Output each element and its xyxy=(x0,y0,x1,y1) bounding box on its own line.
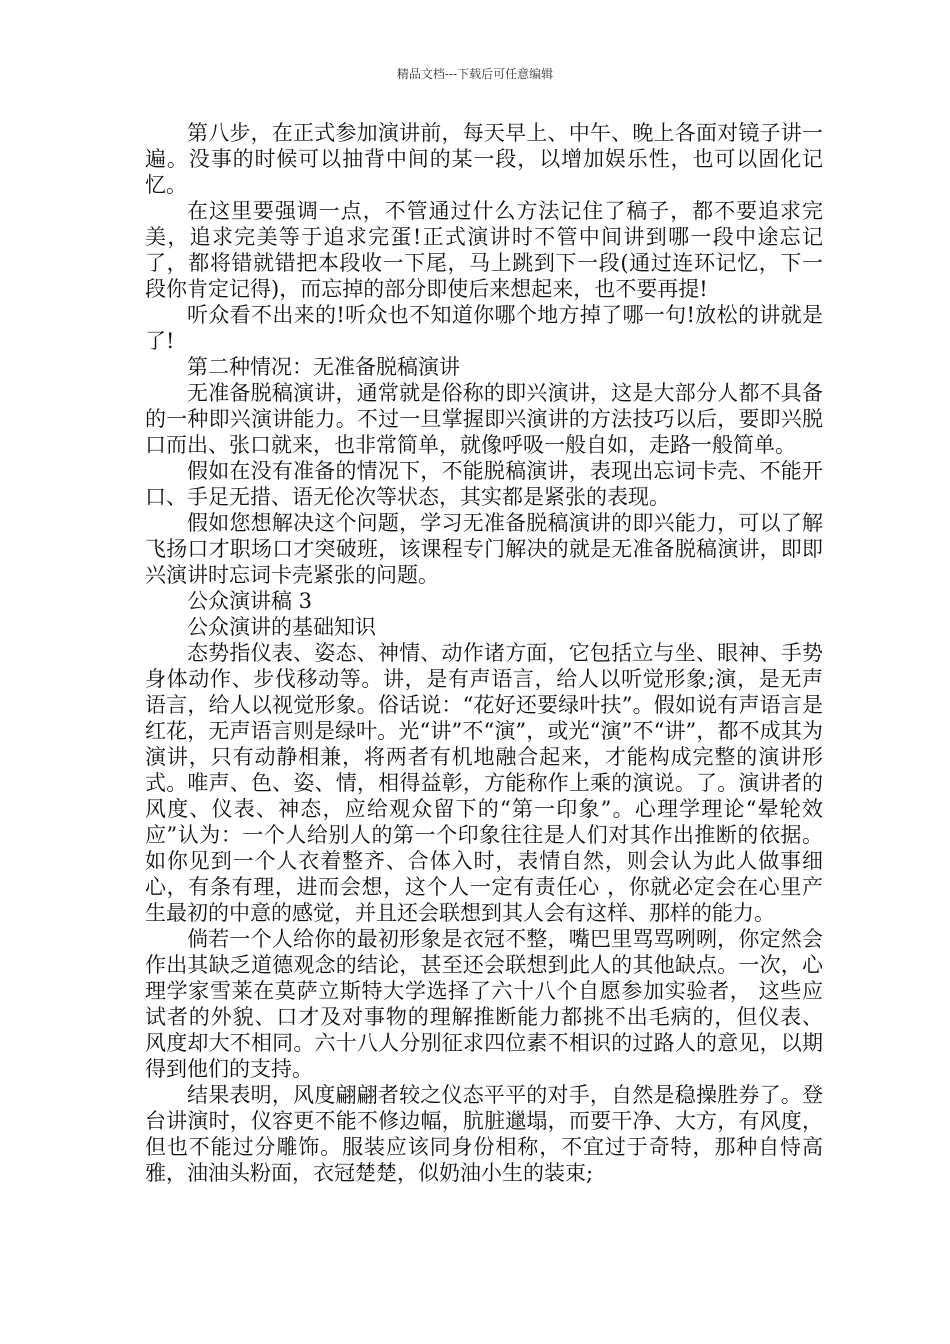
paragraph-nervous: 假如在没有准备的情况下，不能脱稿演讲，表现出忘词卡壳、不能开口、手足无措、语无伦次等状态，其实都是紧张的表现。 xyxy=(145,459,823,509)
section-heading-speech-3: 公众演讲稿 3 xyxy=(187,589,313,613)
section-heading-second-case: 第二种情况：无准备脱稿演讲 xyxy=(187,355,460,379)
paragraph-first-impression: 倘若一个人给你的最初形象是衣冠不整，嘴巴里骂骂咧咧，你定然会作出其缺乏道德观念的结论，甚至还会联想到此人的其他缺点。一次，心理学家雪莱在莫萨立斯特大学选择了六十八个自愿参加实验者， 这些应试者的外貌、口才及对事物的理解推断能力都挑不出毛病的，但仪表、 风度却大不相同。六十八人分别征求四位素不相识的过路人的意见，以期得到他们的支持。 xyxy=(145,927,823,1081)
section-heading-basics: 公众演讲的基础知识 xyxy=(187,615,376,639)
page-header: 精品文档---下载后可任意编辑 xyxy=(396,67,554,81)
paragraph-step-eight: 第八步，在正式参加演讲前，每天早上、中午、晚上各面对镜子讲一遍。没事的时候可以抽背中间的某一段，以增加娱乐性，也可以固化记忆。 xyxy=(145,121,823,197)
paragraph-impromptu-intro: 无准备脱稿演讲，通常就是俗称的即兴演讲，这是大部分人都不具备的一种即兴演讲能力。不过一旦掌握即兴演讲的方法技巧以后，要即兴脱口而出、张口就来，也非常简单，就像呼吸一般自如，走路一般简单。 xyxy=(145,381,823,457)
document-body xyxy=(145,120,823,1186)
paragraph-posture: 态势指仪表、姿态、神情、动作诸方面，它包括立与坐、眼神、手势身体动作、步伐移动等。讲，是有声语言，给人以听觉形象;演，是无声语言，给人以视觉形象。俗话说：“花好还要绿叶扶”。假如说有声语言是红花，无声语言则是绿叶。光“讲”不“演”，或光“演”不“讲”，都不成其为演讲，只有动静相兼，将两者有机地融合起来，才能构成完整的演讲形式。唯声、色、姿、情，相得益彰，方能称作上乘的演说。了。演讲者的风度、仪表、神态，应给观众留下的“第一印象”。心理学理论“晕轮效应”认为：一个人给别人的第一个印象往往是人们对其作出推断的依据。如你见到一个人衣着整齐、合体入时，表情自然，则会认为此人做事细心，有条有理，进而会想，这个人一定有责任心 ，你就必定会在心里产生最初的中意的感觉，并且还会联想到其人会有这样、那样的能力。 xyxy=(145,641,823,925)
paragraph-relax: 听众看不出来的!听众也不知道你哪个地方掉了哪一句!放松的讲就是了! xyxy=(145,303,823,353)
paragraph-course: 假如您想解决这个问题，学习无准备脱稿演讲的即兴能力，可以了解飞扬口才职场口才突破班，该课程专门解决的就是无准备脱稿演讲，即即兴演讲时忘词卡壳紧张的问题。 xyxy=(145,511,823,587)
paragraph-results: 结果表明，风度翩翩者较之仪态平平的对手，自然是稳操胜券了。登台讲演时，仪容更不能不修边幅，肮脏邋塌，而要干净、大方，有风度，但也不能过分雕饰。服装应该同身份相称，不宜过于奇特，那种自恃高雅，油油头粉面，衣冠楚楚，似奶油小生的装束; xyxy=(145,1083,823,1185)
paragraph-emphasis: 在这里要强调一点，不管通过什么方法记住了稿子，都不要追求完美，追求完美等于追求完蛋!正式演讲时不管中间讲到哪一段中途忘记了，都将错就错把本段收一下尾，马上跳到下一段(通过连环记忆，下一段你肯定记得)，而忘掉的部分即使后来想起来，也不要再提! xyxy=(145,199,823,301)
